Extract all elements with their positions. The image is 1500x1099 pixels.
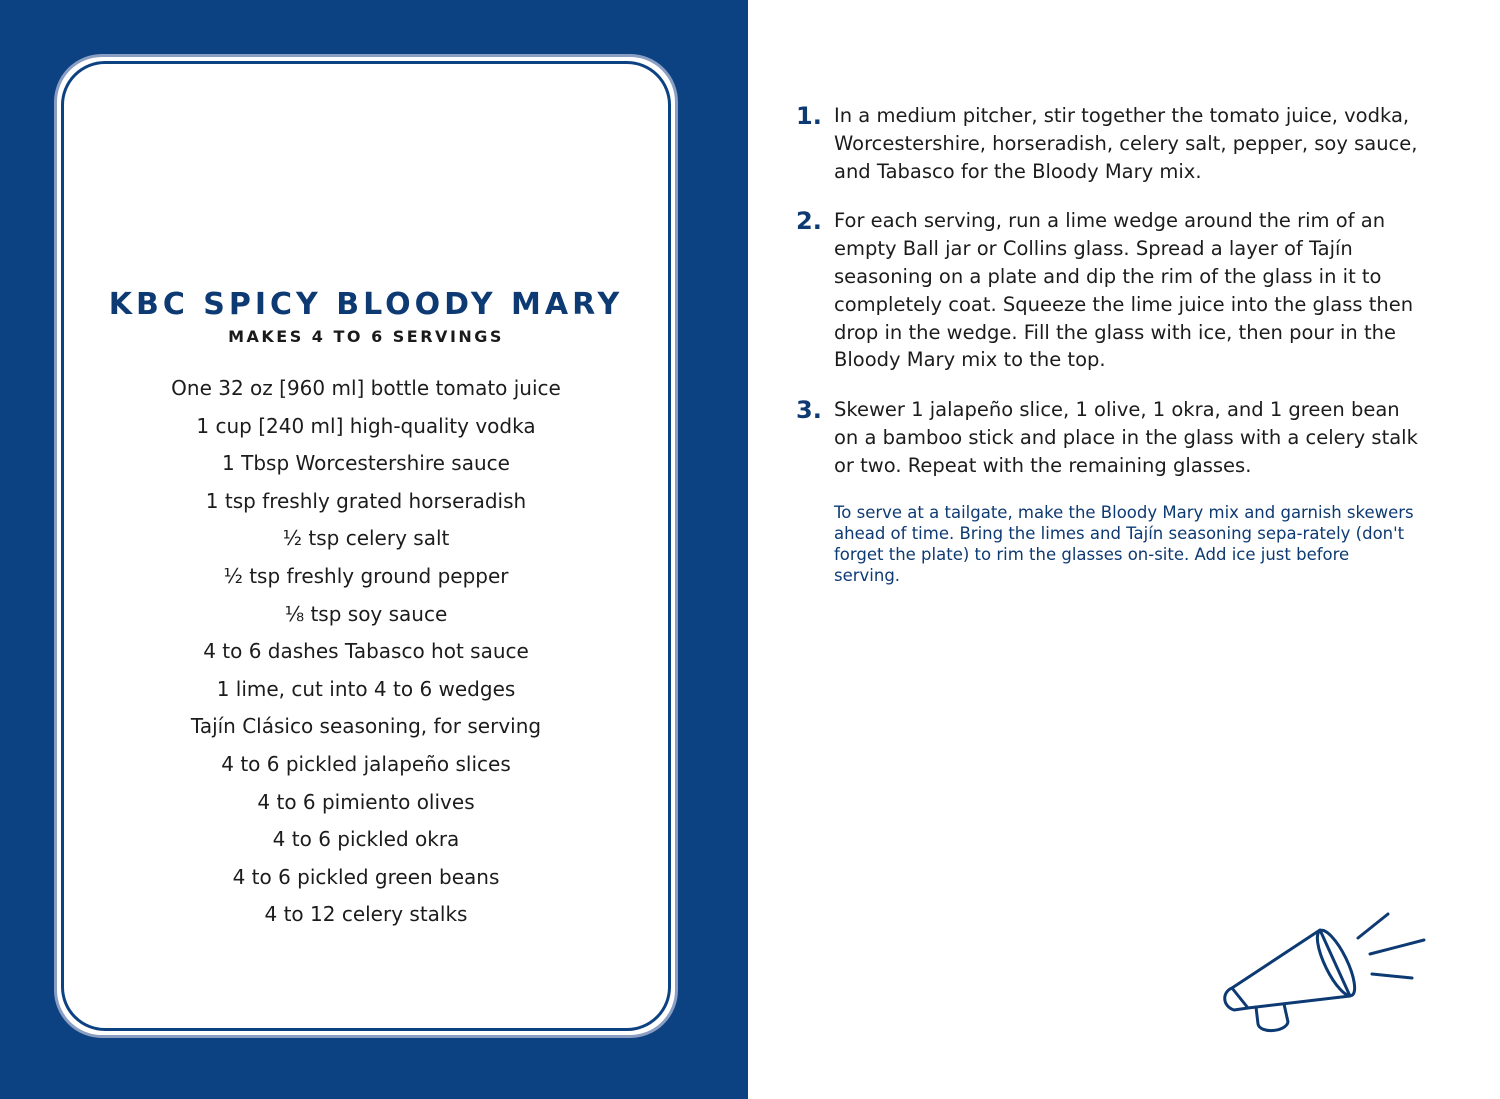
left-panel <box>0 0 748 1099</box>
instruction-step <box>796 396 1436 479</box>
ingredient-item: 4 to 12 celery stalks <box>264 902 468 927</box>
step-number: 3. <box>796 396 822 425</box>
ingredient-item: 1 cup [240 ml] high-quality vodka <box>196 413 536 438</box>
ingredient-item: 4 to 6 pickled green beans <box>232 864 500 889</box>
ingredient-item: Tajín Clásico seasoning, for serving <box>190 714 542 739</box>
megaphone-icon <box>1218 908 1432 1038</box>
ingredient-item: 4 to 6 pickled jalapeño slices <box>221 751 511 776</box>
ingredient-list <box>57 370 675 934</box>
instructions <box>796 102 1436 586</box>
step-text: Skewer 1 jalapeño slice, 1 olive, 1 okra, and 1 green bean on a bamboo stick and place in the glass with a celery stalk or two. Repeat with the remaining glasses. <box>834 398 1418 477</box>
serving-tip: To serve at a tailgate, make the Bloody Mary mix and garnish skewers ahead of time. Bring the limes and Tajín seasoning sepa-rately (don't forget the plate) to rim the glasses on-site. Add ice just before serving. <box>834 502 1414 585</box>
step-number: 1. <box>796 102 822 130</box>
ingredient-item: 1 lime, cut into 4 to 6 wedges <box>216 676 516 701</box>
step-number: 2. <box>796 207 822 236</box>
step-text: In a medium pitcher, stir together the tomato juice, vodka, Worcestershire, horseradish, celery salt, pepper, soy sauce, and Tabasco for the Bloody Mary mix. <box>834 104 1418 183</box>
ingredient-item: 4 to 6 pickled okra <box>272 827 460 852</box>
recipe-servings: MAKES 4 TO 6 SERVINGS <box>228 327 504 346</box>
recipe-title: KBC SPICY BLOODY MARY <box>108 287 624 322</box>
step-text: For each serving, run a lime wedge around the rim of an empty Ball jar or Collins glass. Spread a layer of Tajín seasoning on a plate and dip the rim of the glass in it to completely coat. Squeeze the lime juice into the glass then drop in the wedge. Fill the glass with ice, then pour in the Bloody Mary mix to the top. <box>834 209 1414 372</box>
ingredient-item: One 32 oz [960 ml] bottle tomato juice <box>171 376 561 400</box>
ingredient-item: 1 Tbsp Worcestershire sauce <box>222 451 510 476</box>
instruction-step <box>796 207 1436 374</box>
ingredient-item: ⅛ tsp soy sauce <box>284 601 448 626</box>
ingredient-item: ½ tsp freshly ground pepper <box>223 563 509 588</box>
recipe-card <box>54 54 678 1038</box>
ingredient-item: ½ tsp celery salt <box>282 526 450 551</box>
ingredient-item: 4 to 6 pimiento olives <box>257 789 475 814</box>
ingredient-item: 1 tsp freshly grated horseradish <box>205 488 527 513</box>
ingredient-item: 4 to 6 dashes Tabasco hot sauce <box>203 639 529 664</box>
instruction-step <box>796 102 1436 185</box>
